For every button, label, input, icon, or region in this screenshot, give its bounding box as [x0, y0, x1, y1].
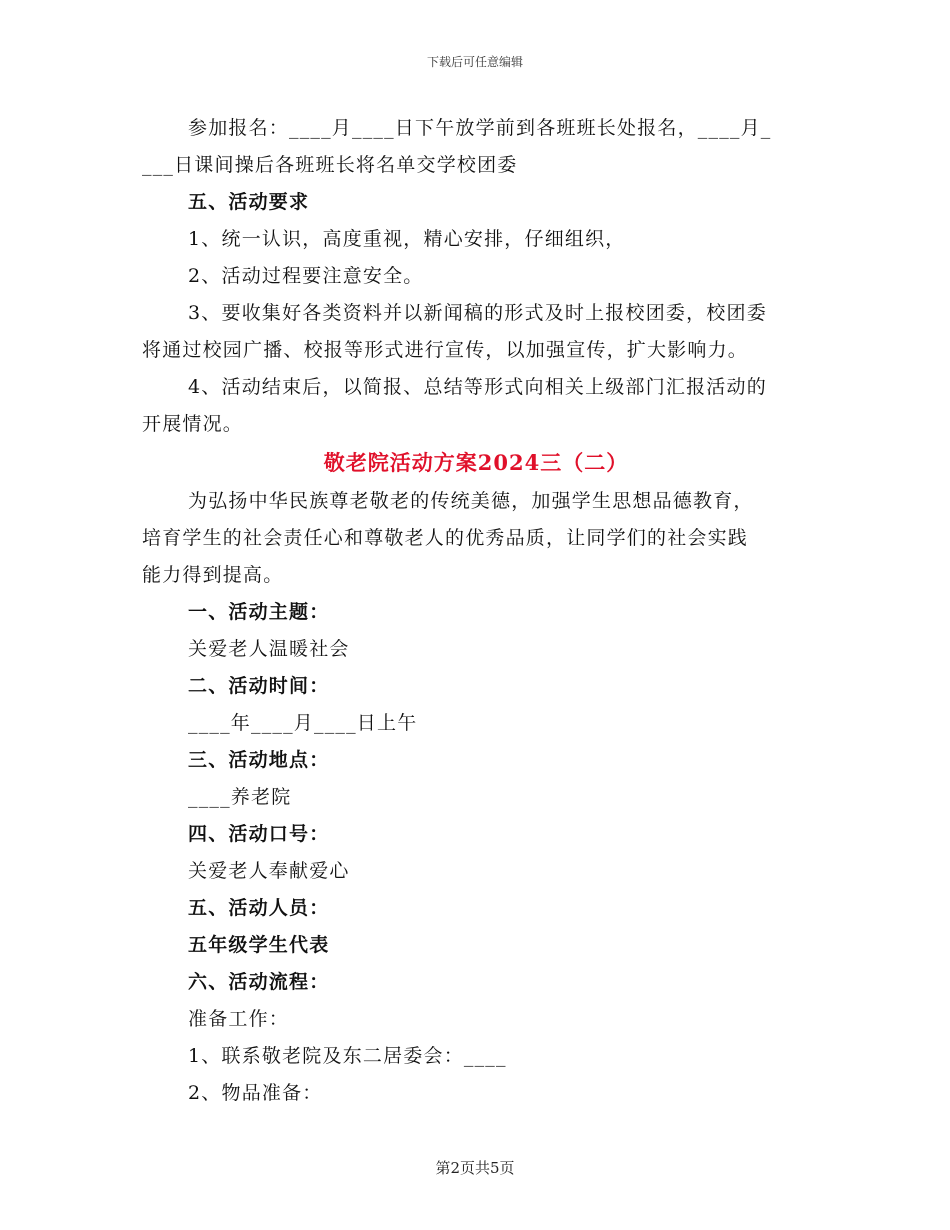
- requirements-heading: 五、活动要求: [188, 191, 310, 213]
- requirement-item-4-line-2: 开展情况。: [142, 413, 244, 435]
- prep-item-2: 2、物品准备：: [188, 1082, 323, 1104]
- time-heading: 二、活动时间：: [188, 675, 330, 697]
- place-heading: 三、活动地点：: [188, 749, 330, 771]
- requirement-item-3-line-1: 3、要收集好各类资料并以新闻稿的形式及时上报校团委，校团委: [188, 302, 767, 324]
- document-body: [142, 110, 810, 1112]
- theme-heading: 一、活动主题：: [188, 601, 330, 623]
- process-heading: 六、活动流程：: [188, 971, 330, 993]
- slogan-value: 关爱老人奉献爱心: [188, 860, 350, 882]
- prep-label: 准备工作：: [188, 1008, 290, 1030]
- page-header: 下载后可任意编辑: [426, 55, 523, 69]
- page-footer: 第2页共5页: [435, 1159, 515, 1177]
- people-heading: 五、活动人员：: [188, 897, 330, 919]
- prep-item-1: 1、联系敬老院及东二居委会：____: [188, 1045, 507, 1067]
- signup-line-1: 参加报名：____月____日下午放学前到各班班长处报名，____月_: [188, 117, 772, 139]
- intro-line-2: 培育学生的社会责任心和尊敬老人的优秀品质，让同学们的社会实践: [142, 527, 749, 549]
- time-value: ____年____月____日上午: [188, 712, 418, 734]
- requirement-item-4-line-1: 4、活动结束后，以简报、总结等形式向相关上级部门汇报活动的: [188, 376, 767, 398]
- intro-line-1: 为弘扬中华民族尊老敬老的传统美德，加强学生思想品德教育，: [188, 490, 754, 512]
- requirement-item-2: 2、活动过程要注意安全。: [188, 265, 424, 287]
- requirement-item-3-line-2: 将通过校园广播、校报等形式进行宣传，以加强宣传，扩大影响力。: [142, 339, 749, 361]
- requirement-item-1: 1、统一认识，高度重视，精心安排，仔细组织，: [188, 228, 626, 250]
- section-title: 敬老院活动方案2024三（二）: [323, 450, 629, 475]
- place-value: ____养老院: [188, 786, 292, 808]
- theme-value: 关爱老人温暖社会: [188, 638, 350, 660]
- signup-line-2: ___日课间操后各班班长将名单交学校团委: [142, 154, 518, 176]
- intro-line-3: 能力得到提高。: [142, 564, 284, 586]
- slogan-heading: 四、活动口号：: [188, 823, 330, 845]
- people-value: 五年级学生代表: [188, 934, 330, 956]
